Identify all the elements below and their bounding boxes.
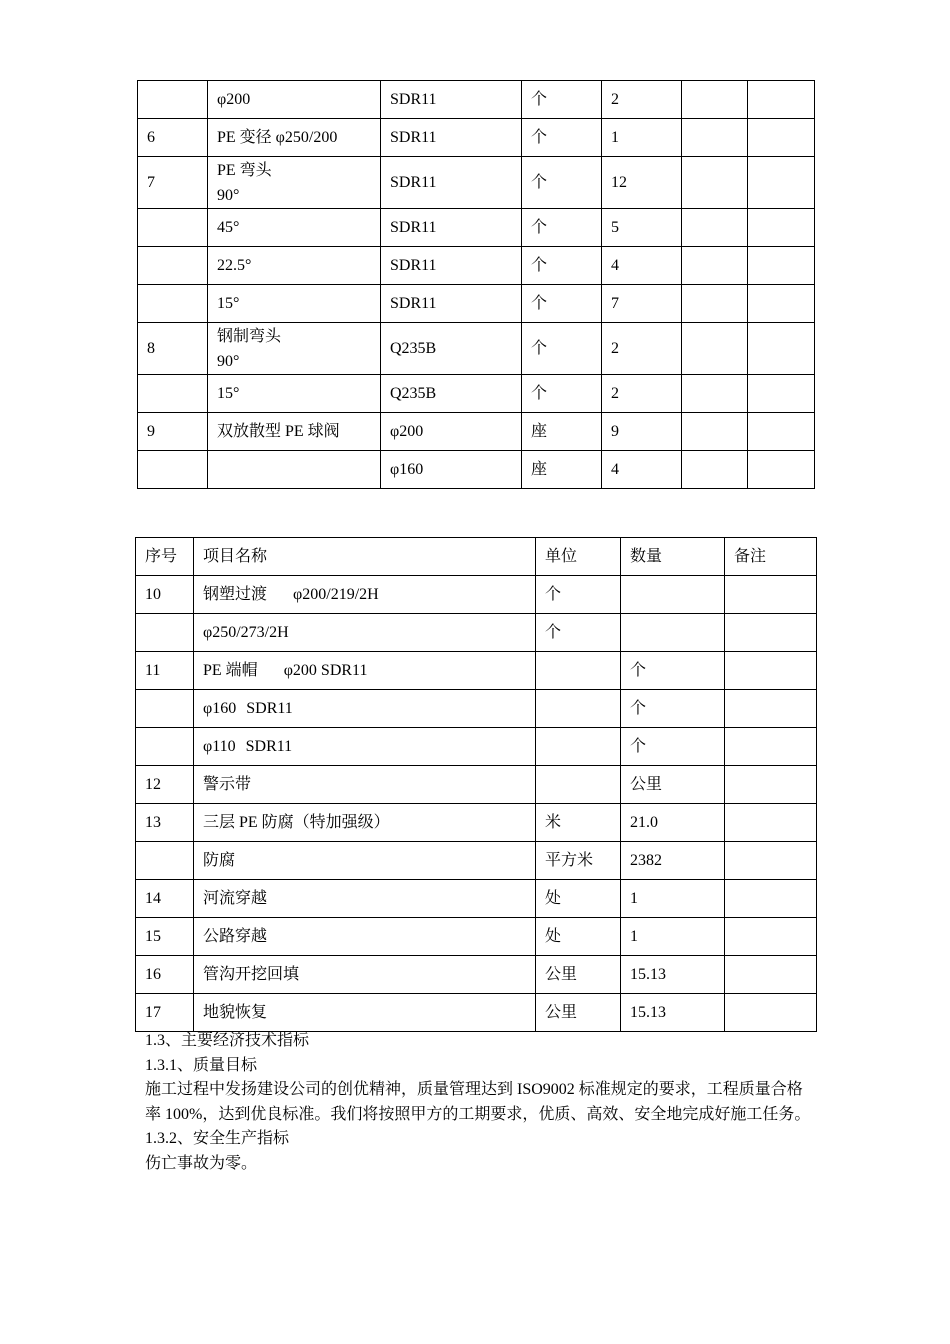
cell-note	[725, 804, 817, 842]
cell-qty: 2382	[621, 842, 725, 880]
cell-no: 15	[136, 918, 194, 956]
cell-unit	[536, 766, 621, 804]
cell-note	[725, 994, 817, 1032]
cell-name	[208, 413, 381, 451]
header-name: 项目名称	[194, 538, 536, 576]
cell-extra-2	[748, 247, 815, 285]
table-row	[138, 375, 815, 413]
cell-unit: 座	[522, 413, 602, 451]
cell-extra-1	[682, 247, 748, 285]
item-name: 防腐	[203, 852, 236, 869]
cell-extra-2	[748, 209, 815, 247]
cell-extra-2	[748, 375, 815, 413]
cell-name-line: 90°	[217, 352, 240, 370]
safety-paragraph: 伤亡事故为零。	[145, 1154, 258, 1172]
cell-note	[725, 728, 817, 766]
table-row	[138, 323, 815, 375]
cell-name-line: 双放散型 PE 球阀	[217, 423, 340, 440]
cell-qty: 2	[602, 81, 682, 119]
cell-no: 17	[136, 994, 194, 1032]
cell-name	[208, 285, 381, 323]
cell-no: 14	[136, 880, 194, 918]
cell-spec: SDR11	[381, 285, 522, 323]
cell-unit: 公里	[536, 994, 621, 1032]
cell-extra-1	[682, 81, 748, 119]
cell-extra-1	[682, 413, 748, 451]
table-row	[136, 766, 817, 804]
cell-unit: 平方米	[536, 842, 621, 880]
cell-unit	[536, 652, 621, 690]
table-row	[138, 451, 815, 489]
cell-spec: φ160	[381, 451, 522, 489]
cell-name-line: 22.5°	[217, 257, 252, 274]
cell-note	[725, 956, 817, 994]
cell-qty: 个	[621, 652, 725, 690]
section-heading-1-3-2: 1.3.2、安全生产指标	[145, 1130, 290, 1147]
cell-name	[208, 157, 381, 209]
quality-paragraph: 施工过程中发扬建设公司的创优精神，质量管理达到 ISO9002 标准规定的要求，工程质量合格率 100%，达到优良标准。我们将按照甲方的工期要求，优质、高效、安全地完成好施工任务。	[145, 1081, 811, 1123]
cell-spec: SDR11	[381, 119, 522, 157]
cell-no	[138, 375, 208, 413]
cell-qty: 个	[621, 690, 725, 728]
cell-extra-1	[682, 375, 748, 413]
table-row	[136, 614, 817, 652]
cell-no: 7	[138, 157, 208, 209]
cell-qty: 1	[621, 918, 725, 956]
table-row	[136, 956, 817, 994]
cell-name	[208, 451, 381, 489]
item-name: PE 端帽	[203, 662, 258, 679]
cell-spec: Q235B	[381, 375, 522, 413]
header-qty: 数量	[621, 538, 725, 576]
cell-qty: 1	[602, 119, 682, 157]
cell-name	[208, 209, 381, 247]
cell-spec: SDR11	[381, 81, 522, 119]
cell-no	[136, 728, 194, 766]
table-row	[136, 918, 817, 956]
cell-name	[194, 842, 536, 880]
cell-qty: 2	[602, 375, 682, 413]
cell-name	[194, 576, 536, 614]
cell-extra-1	[682, 285, 748, 323]
cell-extra-2	[748, 157, 815, 209]
cell-unit: 个	[522, 323, 602, 375]
cell-unit: 座	[522, 451, 602, 489]
cell-no	[138, 209, 208, 247]
cell-extra-2	[748, 323, 815, 375]
item-name: 河流穿越	[203, 890, 268, 907]
cell-no: 8	[138, 323, 208, 375]
cell-qty: 15.13	[621, 956, 725, 994]
cell-no	[138, 247, 208, 285]
cell-name-line: PE 变径 φ250/200	[217, 129, 338, 146]
table-row	[136, 652, 817, 690]
cell-name	[208, 375, 381, 413]
cell-qty	[621, 614, 725, 652]
cell-name-line: 90°	[217, 186, 240, 204]
table-row	[138, 247, 815, 285]
cell-name-line: 15°	[217, 295, 240, 312]
cell-name	[194, 652, 536, 690]
cell-spec: φ200	[381, 413, 522, 451]
header-unit: 单位	[536, 538, 621, 576]
cell-name	[194, 804, 536, 842]
cell-name-line: 45°	[217, 219, 240, 236]
cell-no	[136, 614, 194, 652]
cell-spec: Q235B	[381, 323, 522, 375]
cell-unit: 处	[536, 880, 621, 918]
cell-name	[194, 614, 536, 652]
cell-unit: 米	[536, 804, 621, 842]
cell-note	[725, 652, 817, 690]
cell-name	[208, 247, 381, 285]
cell-unit: 个	[536, 614, 621, 652]
cell-spec: SDR11	[381, 209, 522, 247]
cell-no	[138, 285, 208, 323]
table-row	[136, 690, 817, 728]
section-heading-1-3: 1.3、主要经济技术指标	[145, 1032, 310, 1049]
cell-unit: 处	[536, 918, 621, 956]
cell-qty: 个	[621, 728, 725, 766]
item-spec: φ200/219/2H	[293, 586, 379, 603]
item-name: 三层 PE 防腐（特加强级）	[203, 814, 390, 831]
cell-note	[725, 690, 817, 728]
cell-note	[725, 576, 817, 614]
cell-no: 16	[136, 956, 194, 994]
cell-no	[138, 451, 208, 489]
item-name: 钢塑过渡	[203, 586, 268, 603]
cell-note	[725, 614, 817, 652]
cell-note	[725, 842, 817, 880]
materials-table-2	[135, 537, 817, 1032]
cell-extra-2	[748, 451, 815, 489]
table-header-row	[136, 538, 817, 576]
cell-qty: 4	[602, 451, 682, 489]
table-row	[136, 880, 817, 918]
cell-extra-2	[748, 413, 815, 451]
cell-unit: 个	[522, 119, 602, 157]
cell-no: 12	[136, 766, 194, 804]
cell-name	[194, 956, 536, 994]
cell-no: 11	[136, 652, 194, 690]
cell-extra-2	[748, 285, 815, 323]
cell-qty: 12	[602, 157, 682, 209]
item-name: 管沟开挖回填	[203, 966, 300, 983]
item-name: φ160	[203, 700, 237, 717]
cell-qty: 9	[602, 413, 682, 451]
cell-unit: 个	[522, 285, 602, 323]
cell-no	[136, 842, 194, 880]
cell-name	[208, 81, 381, 119]
cell-note	[725, 918, 817, 956]
table-row	[138, 157, 815, 209]
header-no: 序号	[136, 538, 194, 576]
cell-name-line: φ200	[217, 91, 251, 108]
table-row	[136, 728, 817, 766]
cell-qty	[621, 576, 725, 614]
item-spec: SDR11	[246, 700, 293, 717]
cell-extra-1	[682, 157, 748, 209]
cell-no: 6	[138, 119, 208, 157]
cell-qty: 1	[621, 880, 725, 918]
cell-extra-2	[748, 81, 815, 119]
table-row	[136, 994, 817, 1032]
cell-spec: SDR11	[381, 157, 522, 209]
cell-qty: 7	[602, 285, 682, 323]
cell-qty: 公里	[621, 766, 725, 804]
cell-name	[194, 690, 536, 728]
item-name: 地貌恢复	[203, 1004, 268, 1021]
cell-unit	[536, 728, 621, 766]
cell-name	[194, 918, 536, 956]
cell-unit: 个	[522, 247, 602, 285]
cell-name	[194, 766, 536, 804]
cell-unit: 个	[522, 209, 602, 247]
cell-note	[725, 880, 817, 918]
cell-no: 9	[138, 413, 208, 451]
cell-qty: 15.13	[621, 994, 725, 1032]
table-row	[136, 842, 817, 880]
cell-unit	[536, 690, 621, 728]
item-name: φ110	[203, 738, 236, 755]
cell-qty: 4	[602, 247, 682, 285]
cell-extra-1	[682, 323, 748, 375]
table-row	[138, 413, 815, 451]
cell-unit: 个	[536, 576, 621, 614]
table-row	[138, 209, 815, 247]
table-row	[136, 804, 817, 842]
cell-no	[136, 690, 194, 728]
cell-unit: 个	[522, 157, 602, 209]
header-note: 备注	[725, 538, 817, 576]
cell-unit: 公里	[536, 956, 621, 994]
section-heading-1-3-1: 1.3.1、质量目标	[145, 1056, 258, 1074]
cell-qty: 5	[602, 209, 682, 247]
cell-qty: 21.0	[621, 804, 725, 842]
cell-qty: 2	[602, 323, 682, 375]
table-row	[136, 576, 817, 614]
item-spec: SDR11	[245, 738, 293, 755]
cell-name-line: 15°	[217, 385, 240, 402]
cell-name	[194, 728, 536, 766]
table-row	[138, 285, 815, 323]
cell-no	[138, 81, 208, 119]
cell-spec: SDR11	[381, 247, 522, 285]
item-name: φ250/273/2H	[203, 624, 289, 641]
cell-extra-1	[682, 209, 748, 247]
document-text	[145, 1029, 815, 1176]
cell-note	[725, 766, 817, 804]
cell-name	[194, 994, 536, 1032]
item-name: 公路穿越	[203, 928, 268, 945]
cell-name-line: 钢制弯头	[217, 327, 282, 345]
cell-name-line: PE 弯头	[217, 161, 272, 179]
cell-extra-1	[682, 119, 748, 157]
item-name: 警示带	[203, 776, 252, 793]
cell-unit: 个	[522, 81, 602, 119]
cell-extra-2	[748, 119, 815, 157]
cell-name	[208, 323, 381, 375]
cell-extra-1	[682, 451, 748, 489]
table-row	[138, 81, 815, 119]
cell-no: 13	[136, 804, 194, 842]
cell-name	[194, 880, 536, 918]
table-row	[138, 119, 815, 157]
cell-unit: 个	[522, 375, 602, 413]
cell-name	[208, 119, 381, 157]
materials-table-1	[137, 80, 815, 489]
cell-no: 10	[136, 576, 194, 614]
item-spec: φ200 SDR11	[283, 662, 368, 679]
